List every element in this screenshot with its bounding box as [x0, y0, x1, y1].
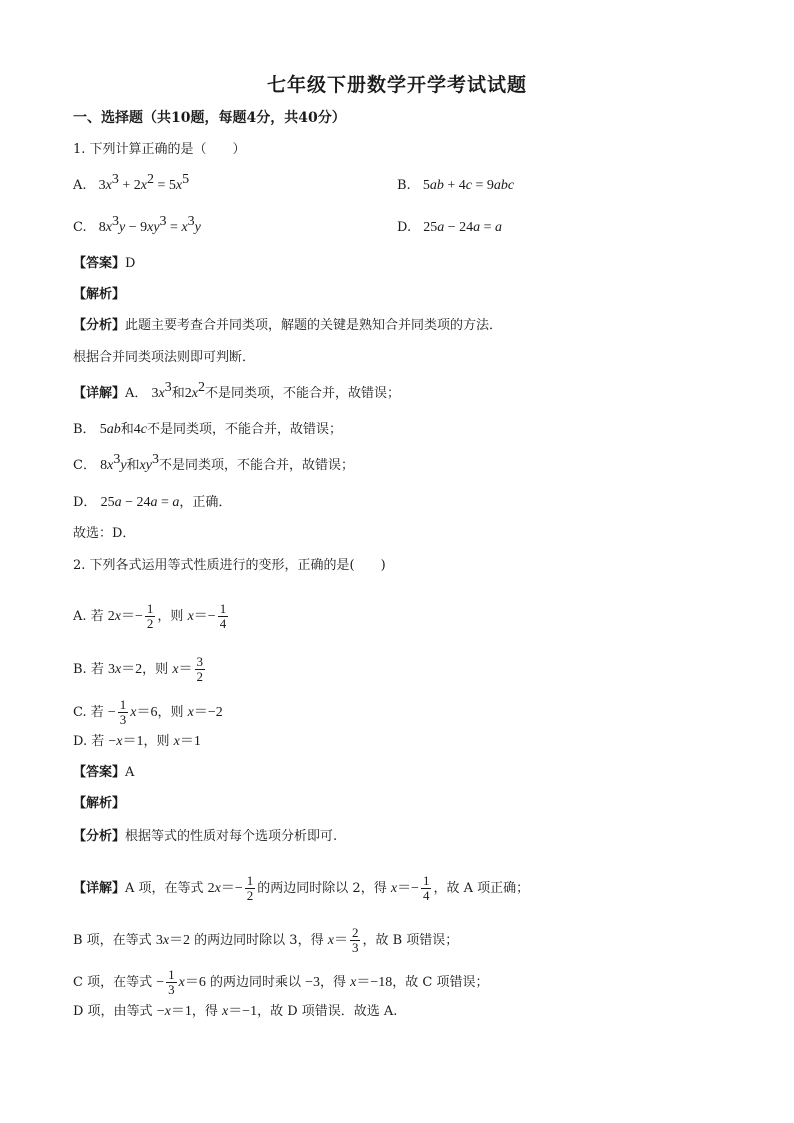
q1-option-a [73, 172, 190, 194]
q1-option-b-math: 5ab + 4c = 9abc [422, 178, 515, 193]
q1-answer [73, 256, 135, 272]
section-heading: 一、选择题（共10题，每题4分，共40分） [73, 110, 346, 126]
q2-detail-d: D 项，由等式 −x＝1，得 x＝−1，故 D 项错误．故选 A. [73, 1004, 398, 1019]
q1-detail-d-text: ，正确． [179, 495, 232, 510]
q1-analysis-tag: 【解析】 [73, 287, 126, 302]
q1-option-c-math: $8x^3y - 9xy^3 = x^3y$ [98, 214, 201, 235]
q2-answer-value: A [125, 765, 135, 780]
fenxi-tag: 【分析】 [73, 318, 126, 333]
q2-detail-a: 【详解】A 项，在等式 2x＝− $\frac{1}{2}$ 的两边同时除以 2，得 x＝− $\frac{1}{4}$ ，故 A 项正确； [73, 873, 530, 903]
fraction: $\frac{1}{3}$ [119, 697, 127, 727]
q2-stem: 2. 下列各式运用等式性质进行的变形，正确的是( ) [73, 558, 386, 573]
q2-answer [73, 765, 134, 781]
q1-detail-b-text: 不是同类项，不能合并，故错误； [146, 422, 342, 437]
q1-fenxi-line2: 根据合并同类项法则即可判断． [73, 350, 256, 365]
q2-fenxi [73, 829, 337, 845]
fraction: $\frac{3}{2}$ [196, 654, 204, 684]
fraction: $\frac{1}{4}$ [219, 601, 227, 631]
q1-option-a-math: $3x^3 + 2x^2 = 5x^5$ [98, 172, 190, 193]
q1-conclusion: 故选：D． [73, 526, 136, 541]
q1-option-a-label: A. [73, 178, 87, 193]
fraction: $\frac{1}{2}$ [146, 601, 154, 631]
q2-detail-c: C 项，在等式 − $\frac{1}{3}$ x＝6 的两边同时乘以 −3，得 x＝−18，故 C 项错误； [73, 967, 489, 997]
detail-tag: 【详解】 [73, 386, 126, 401]
q2-detail-b: B 项，在等式 3x＝2 的两边同时除以 3，得 x＝ $\frac{2}{3}$ ，故 B 项错误； [73, 925, 459, 955]
q2-analysis-tag: 【解析】 [73, 796, 126, 811]
q2-option-c: C. 若 − $\frac{1}{3}$ x＝6，则 x＝−2 [73, 697, 223, 727]
q1-fenxi-line1: 此题主要考查合并同类项，解题的关键是熟知合并同类项的方法． [125, 318, 503, 333]
q1-detail-d [73, 495, 231, 511]
q1-detail-a [73, 380, 401, 402]
fraction: $\frac{2}{3}$ [351, 925, 359, 955]
q1-detail-b-and: 和 [120, 422, 134, 437]
q2-option-a: A. 若 2x＝− $\frac{1}{2}$ ，则 x＝− $\frac{1}{4}$ [73, 601, 227, 631]
fraction: $\frac{1}{4}$ [422, 873, 430, 903]
q1-detail-c-m1: $8x^3y$ [100, 452, 127, 473]
q1-detail-b-m1: 5ab [99, 422, 121, 437]
q1-detail-c [73, 452, 354, 474]
q1-option-b-label: B. [397, 178, 411, 193]
q1-detail-a-m1: $3x^3$ [151, 380, 172, 401]
q1-detail-b [73, 422, 342, 438]
q1-detail-a-and: 和 [171, 386, 185, 401]
q1-detail-c-text: 不是同类项，不能合并，故错误； [158, 458, 354, 473]
q1-option-b [397, 178, 514, 194]
fenxi-tag: 【分析】 [73, 829, 126, 844]
q1-detail-d-math: 25a − 24a = a [100, 495, 180, 510]
q1-detail-c-prefix: C． [73, 458, 96, 473]
q1-detail-a-text: 不是同类项，不能合并，故错误； [205, 386, 401, 401]
q1-detail-b-prefix: B． [73, 422, 96, 437]
q1-detail-a-prefix: A． [125, 386, 148, 401]
page-title: 七年级下册数学开学考试试题 [266, 74, 527, 96]
q1-option-d [397, 220, 502, 236]
answer-tag: 【答案】 [73, 256, 126, 271]
q1-detail-b-m2: 4c [133, 422, 147, 437]
detail-tag: 【详解】 [73, 881, 126, 896]
q2-fenxi-text: 根据等式的性质对每个选项分析即可. [125, 829, 338, 844]
q1-answer-value: D [125, 256, 136, 271]
fraction: $\frac{1}{3}$ [168, 967, 175, 997]
q1-fenxi [73, 318, 502, 334]
q2-option-b: B. 若 3x＝2，则 x＝ $\frac{3}{2}$ [73, 654, 204, 684]
q1-option-d-math: 25a − 24a = a [423, 220, 503, 235]
q1-stem: 1. 下列计算正确的是（ ） [73, 142, 246, 157]
q1-option-a-plain [0, 0, 1, 1]
q1-detail-a-m2: $2x^2$ [184, 380, 205, 401]
q1-detail-c-m2: $xy^3$ [139, 452, 159, 473]
q1-option-d-label: D. [397, 220, 412, 235]
q1-detail-d-prefix: D． [73, 495, 97, 510]
q1-detail-c-and: 和 [126, 458, 140, 473]
q1-option-c-label: C. [73, 220, 87, 235]
answer-tag: 【答案】 [73, 765, 126, 780]
q2-option-d: D. 若 −x＝1，则 x＝1 [73, 734, 201, 749]
q1-option-c [73, 214, 201, 236]
fraction: $\frac{1}{2}$ [246, 873, 254, 903]
